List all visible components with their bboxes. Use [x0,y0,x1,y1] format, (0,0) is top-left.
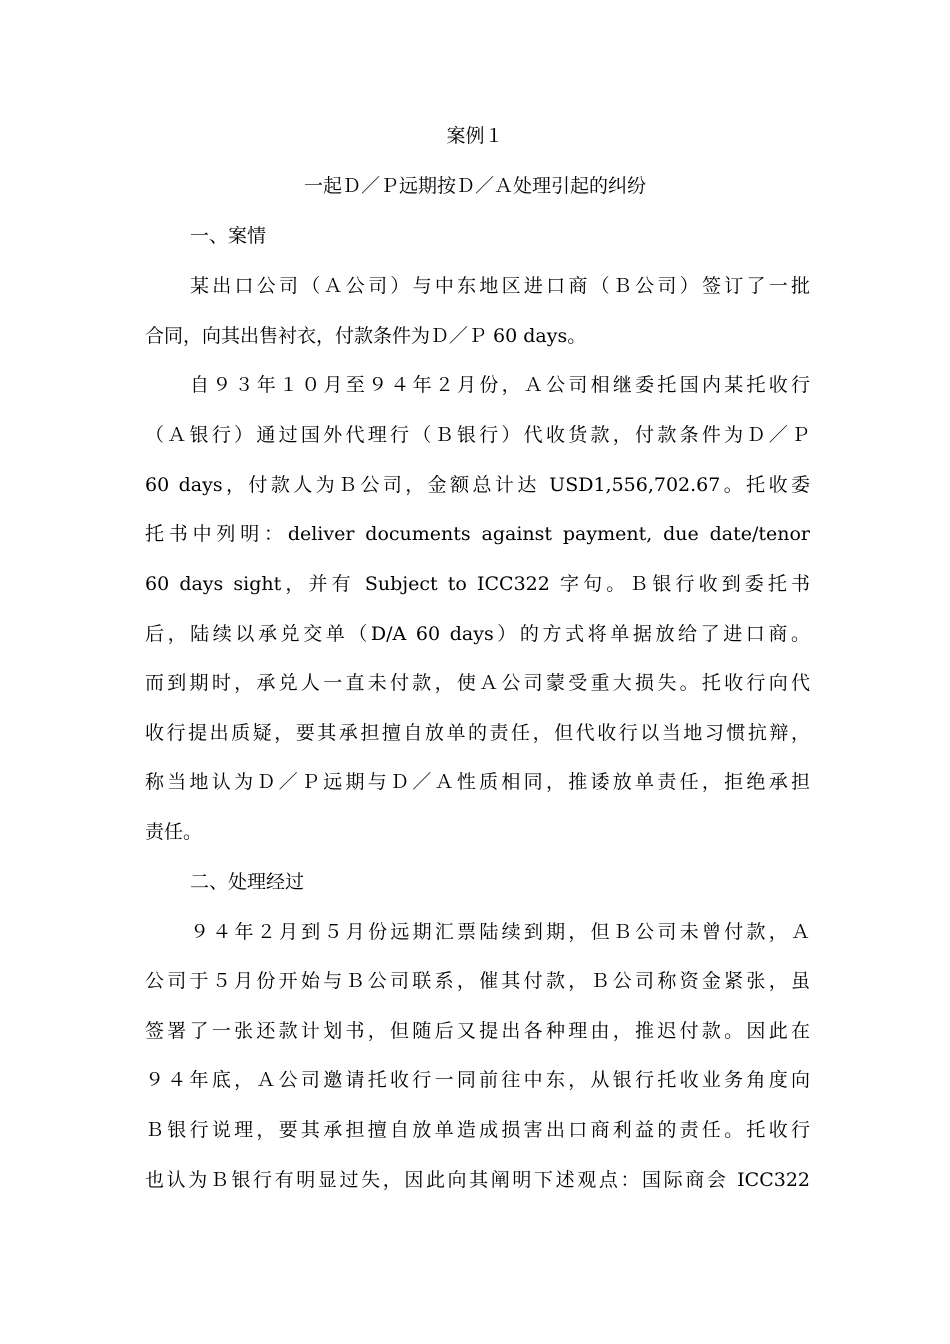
case-subtitle: 一起Ｄ／Ｐ远期按Ｄ／Ａ处理引起的纠纷 [303,175,646,197]
paragraph-line: 托书中列明：deliver documents against payment, due date/tenor [145,523,810,545]
paragraph-line: 签署了一张还款计划书，但随后又提出各种理由，推迟付款。因此在 [145,1020,810,1042]
paragraph-line: 后，陆续以承兑交单（D/A 60 days）的方式将单据放给了进口商。 [145,623,810,645]
paragraph-line: 称当地认为Ｄ／Ｐ远期与Ｄ／Ａ性质相同，推诿放单责任，拒绝承担 [145,771,810,793]
section-heading-handling: 二、处理经过 [190,871,305,893]
paragraph-line: 而到期时，承兑人一直未付款，使Ａ公司蒙受重大损失。托收行向代 [145,672,810,694]
paragraph-line: 公司于５月份开始与Ｂ公司联系，催其付款，Ｂ公司称资金紧张，虽 [145,970,810,992]
case-title: 案例１ [446,125,504,147]
paragraph-line: 某出口公司（Ａ公司）与中东地区进口商（Ｂ公司）签订了一批 [190,275,810,297]
paragraph-line: 收行提出质疑，要其承担擅自放单的责任，但代收行以当地习惯抗辩， [145,722,810,744]
paragraph-line: 自９３年１０月至９４年２月份，Ａ公司相继委托国内某托收行 [190,374,810,396]
paragraph-line: 60 days sight，并有 Subject to ICC322 字句。Ｂ银行收到委托书 [145,573,810,595]
paragraph-line: （Ａ银行）通过国外代理行（Ｂ银行）代收货款，付款条件为Ｄ／Ｐ [145,424,810,446]
paragraph-line: 责任。 [145,821,203,843]
paragraph-line: 也认为Ｂ银行有明显过失，因此向其阐明下述观点：国际商会 ICC322 [145,1169,810,1191]
paragraph-line: 合同，向其出售衬衣，付款条件为Ｄ／Ｐ 60 days。 [145,325,587,347]
section-heading-case-facts: 一、案情 [190,225,267,247]
paragraph-line: Ｂ银行说理，要其承担擅自放单造成损害出口商利益的责任。托收行 [145,1119,810,1141]
paragraph-line: ９４年２月到５月份远期汇票陆续到期，但Ｂ公司未曾付款，Ａ [190,921,810,943]
paragraph-line: 60 days，付款人为Ｂ公司，金额总计达 USD1,556,702.67。托收委 [145,474,810,496]
paragraph-line: ９４年底，Ａ公司邀请托收行一同前往中东，从银行托收业务角度向 [145,1069,810,1091]
